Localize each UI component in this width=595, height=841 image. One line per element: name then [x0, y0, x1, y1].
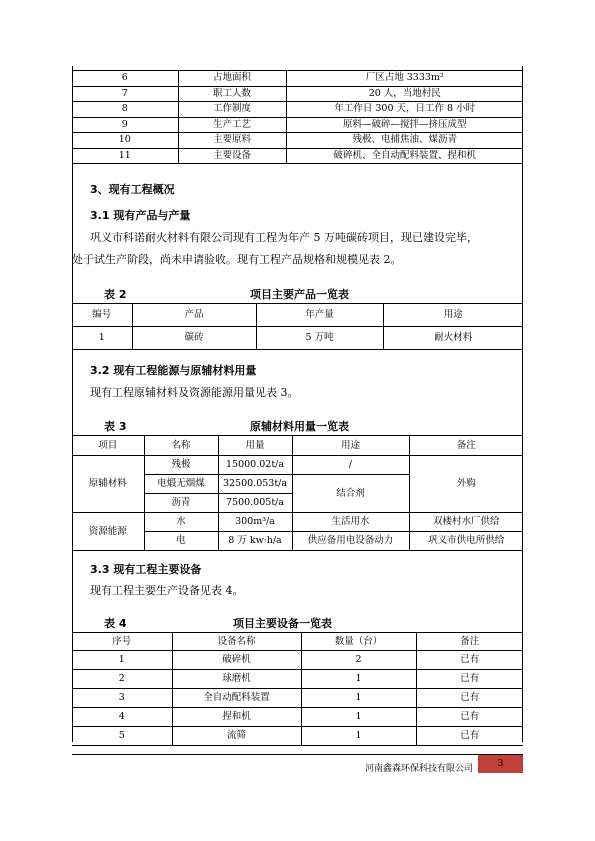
table-label: 表 4	[104, 617, 127, 630]
table-row	[72, 689, 523, 708]
column-header: 设备名称	[172, 633, 301, 651]
table-label: 表 2	[104, 288, 127, 301]
table-row	[72, 102, 523, 118]
products-table	[72, 303, 523, 350]
footer-divider	[72, 754, 523, 755]
paragraph-line: 巩义市科诺耐火材料有限公司现有工程为年产 5 万吨碳砖项目，现已建设完毕，	[90, 231, 478, 244]
table-row	[72, 86, 523, 102]
table-cell: 碳砖	[132, 327, 256, 350]
table-cell: 捏和机	[172, 708, 301, 727]
equipment-table	[72, 632, 523, 746]
group-cell: 资源能源	[72, 513, 144, 551]
table-row	[72, 727, 523, 746]
table-row	[72, 327, 523, 350]
table-row	[72, 708, 523, 727]
table-cell: 32500.053t/a	[218, 475, 292, 494]
table-cell: 7500.005t/a	[218, 494, 292, 513]
column-header: 用量	[218, 436, 292, 456]
table-header-row	[72, 633, 523, 651]
table-label: 表 3	[104, 420, 127, 433]
table-row	[72, 117, 523, 133]
table-cell: /	[292, 456, 409, 475]
table-cell: 双楼村水厂供给	[409, 513, 523, 532]
table-cell: 2	[301, 651, 416, 670]
table-cell: 电煅无烟煤	[144, 475, 218, 494]
row-content: 原料—破碎—搅拌—挤压成型	[286, 117, 523, 133]
table-cell: 电	[144, 532, 218, 551]
table-cell: 巩义市供电所供给	[409, 532, 523, 551]
row-content: 20 人，当地村民	[286, 86, 523, 102]
table-cell: 5 万吨	[256, 327, 383, 350]
table-row	[72, 71, 523, 87]
usage-cell: 结合剂	[292, 475, 409, 513]
column-header: 编号	[72, 304, 132, 327]
row-content: 破碎机、全自动配料装置、捏和机	[286, 148, 523, 164]
table-row	[72, 670, 523, 689]
table-cell: 8 万 kw·h/a	[218, 532, 292, 551]
row-number: 6	[72, 71, 178, 87]
row-number: 11	[72, 148, 178, 164]
table-header-row	[72, 436, 523, 456]
row-content: 厂区占地 3333m²	[286, 71, 523, 87]
table-cell: 1	[301, 670, 416, 689]
column-header: 年产量	[256, 304, 383, 327]
paragraph-line: 处于试生产阶段，尚未申请验收。现有工程产品规格和规模见表 2。	[72, 253, 402, 266]
materials-table	[72, 435, 523, 551]
subsection-heading: 3.1 现有产品与产量	[90, 209, 191, 222]
table-cell: 4	[72, 708, 172, 727]
table-cell: 水	[144, 513, 218, 532]
paragraph-line: 现有工程原辅材料及资源能源用量见表 3。	[90, 386, 299, 399]
column-header: 用途	[383, 304, 523, 327]
row-item: 主要原料	[178, 133, 286, 149]
table-title: 原辅材料用量一览表	[250, 420, 349, 433]
table-cell: 5	[72, 727, 172, 746]
table-row	[72, 651, 523, 670]
table-cell: 已有	[416, 651, 523, 670]
column-header: 备注	[409, 436, 523, 456]
footer-company: 河南鑫森环保科技有限公司	[365, 764, 474, 774]
table-cell: 已有	[416, 670, 523, 689]
table-cell: 1	[301, 689, 416, 708]
page-number: 3	[478, 755, 523, 773]
table-cell: 破碎机	[172, 651, 301, 670]
column-header: 序号	[72, 633, 172, 651]
table-cell: 供应备用电设备动力	[292, 532, 409, 551]
table-cell: 300m³/a	[218, 513, 292, 532]
table-cell: 全自动配料装置	[172, 689, 301, 708]
column-header: 备注	[416, 633, 523, 651]
table-cell: 已有	[416, 727, 523, 746]
table-row	[72, 513, 523, 532]
table-cell: 流筛	[172, 727, 301, 746]
basic-info-table	[72, 70, 523, 164]
column-header: 名称	[144, 436, 218, 456]
row-content: 残极、电捕焦油、煤沥青	[286, 133, 523, 149]
paragraph-line: 现有工程主要生产设备见表 4。	[90, 584, 244, 597]
table-cell: 生活用水	[292, 513, 409, 532]
row-item: 主要设备	[178, 148, 286, 164]
row-content: 年工作日 300 天，日工作 8 小时	[286, 102, 523, 118]
table-cell: 球磨机	[172, 670, 301, 689]
row-item: 工作制度	[178, 102, 286, 118]
row-item: 占地面积	[178, 71, 286, 87]
table-cell: 3	[72, 689, 172, 708]
section-heading: 3、现有工程概况	[90, 183, 175, 196]
table-cell: 耐火材料	[383, 327, 523, 350]
row-item: 生产工艺	[178, 117, 286, 133]
table-cell: 1	[301, 727, 416, 746]
table-cell: 2	[72, 670, 172, 689]
row-item: 职工人数	[178, 86, 286, 102]
table-row	[72, 456, 523, 475]
row-number: 10	[72, 133, 178, 149]
column-header: 数量（台）	[301, 633, 416, 651]
table-cell: 已有	[416, 708, 523, 727]
column-header: 项目	[72, 436, 144, 456]
table-title: 项目主要设备一览表	[233, 617, 332, 630]
subsection-heading: 3.2 现有工程能源与原辅材料用量	[90, 364, 257, 377]
row-number: 7	[72, 86, 178, 102]
table-title: 项目主要产品一览表	[250, 288, 349, 301]
table-cell: 15000.02t/a	[218, 456, 292, 475]
column-header: 产品	[132, 304, 256, 327]
table-header-row	[72, 304, 523, 327]
subsection-heading: 3.3 现有工程主要设备	[90, 563, 202, 576]
table-cell: 沥青	[144, 494, 218, 513]
table-cell: 1	[301, 708, 416, 727]
row-number: 9	[72, 117, 178, 133]
table-cell: 1	[72, 651, 172, 670]
table-cell: 1	[72, 327, 132, 350]
row-number: 8	[72, 102, 178, 118]
table-cell: 残极	[144, 456, 218, 475]
table-row	[72, 148, 523, 164]
column-header: 用途	[292, 436, 409, 456]
group-cell: 原辅材料	[72, 456, 144, 513]
note-cell: 外购	[409, 456, 523, 513]
table-cell: 已有	[416, 689, 523, 708]
table-row	[72, 133, 523, 149]
